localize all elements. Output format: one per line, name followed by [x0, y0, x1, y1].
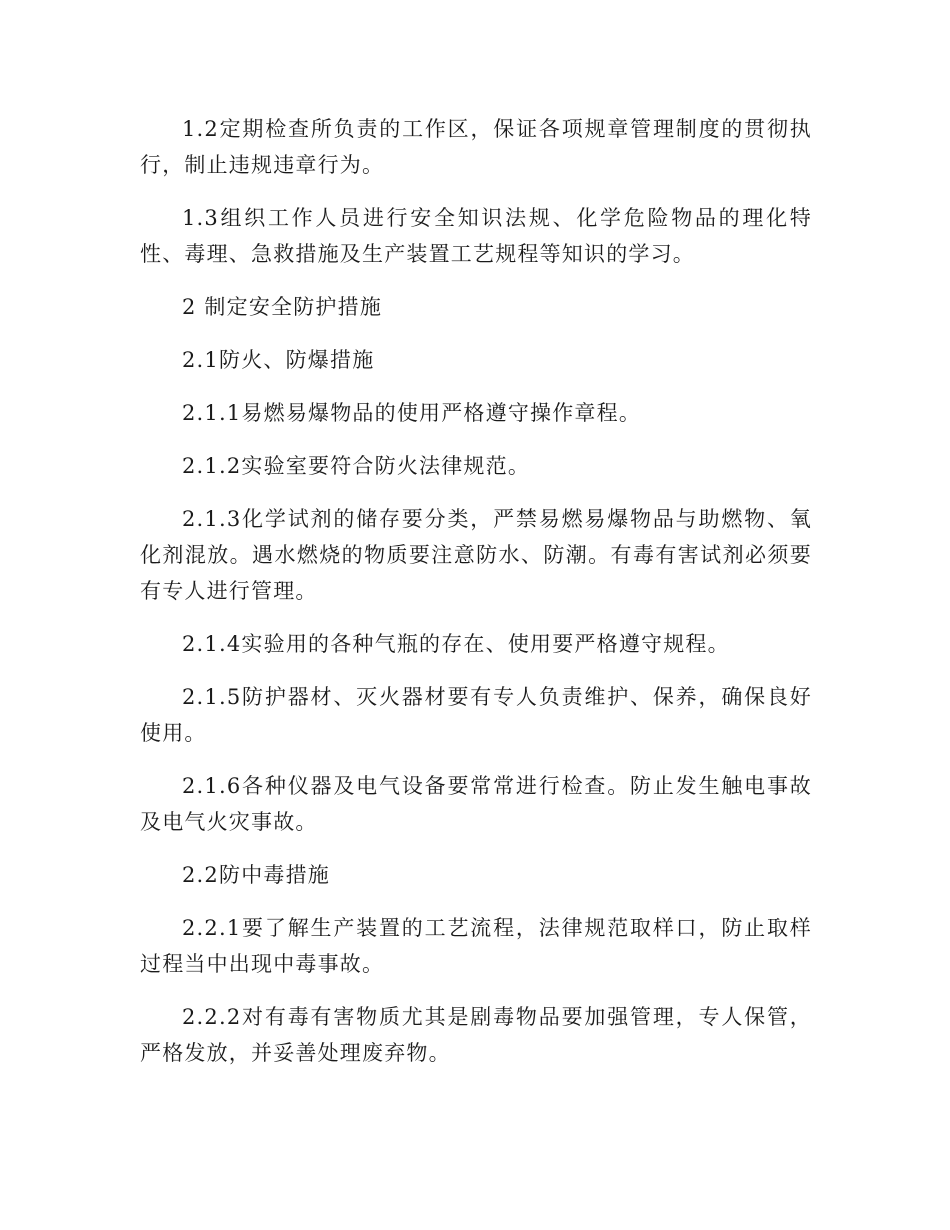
heading-2-1-fire-explosion: 2.1防火、防爆措施	[182, 348, 375, 372]
paragraph-2-1-4: 2.1.4实验用的各种气瓶的存在、使用要严格遵守规程。	[182, 632, 730, 656]
paragraph-2-1-2: 2.1.2实验室要符合防火法律规范。	[182, 454, 531, 478]
paragraph-2-1-6: 2.1.6各种仪器及电气设备要常常进行检查。防止发生触电事故及电气火灾事故。	[140, 774, 812, 834]
paragraph-1-3-training: 1.3组织工作人员进行安全知识法规、化学危险物品的理化特性、毒理、急救措施及生产装置工艺规程等知识的学习。	[140, 206, 812, 266]
heading-2-safety-measures: 2 制定安全防护措施	[182, 295, 383, 319]
paragraph-1-2-inspection: 1.2定期检查所负责的工作区，保证各项规章管理制度的贯彻执行，制止违规违章行为。	[140, 117, 812, 177]
paragraph-2-1-1: 2.1.1易燃易爆物品的使用严格遵守操作章程。	[182, 401, 642, 425]
paragraph-2-2-2: 2.2.2对有毒有害物质尤其是剧毒物品要加强管理，专人保管，严格发放，并妥善处理废弃物。	[140, 1005, 812, 1065]
paragraph-2-1-3: 2.1.3化学试剂的储存要分类，严禁易燃易爆物品与助燃物、氧化剂混放。遇水燃烧的物质要注意防水、防潮。有毒有害试剂必须要有专人进行管理。	[140, 507, 812, 603]
heading-2-2-poisoning: 2.2防中毒措施	[182, 863, 330, 887]
paragraph-2-1-5: 2.1.5防护器材、灭火器材要有专人负责维护、保养，确保良好使用。	[140, 685, 812, 745]
document-body	[140, 111, 812, 1088]
paragraph-2-2-1: 2.2.1要了解生产装置的工艺流程，法律规范取样口，防止取样过程当中出现中毒事故。	[140, 916, 812, 976]
